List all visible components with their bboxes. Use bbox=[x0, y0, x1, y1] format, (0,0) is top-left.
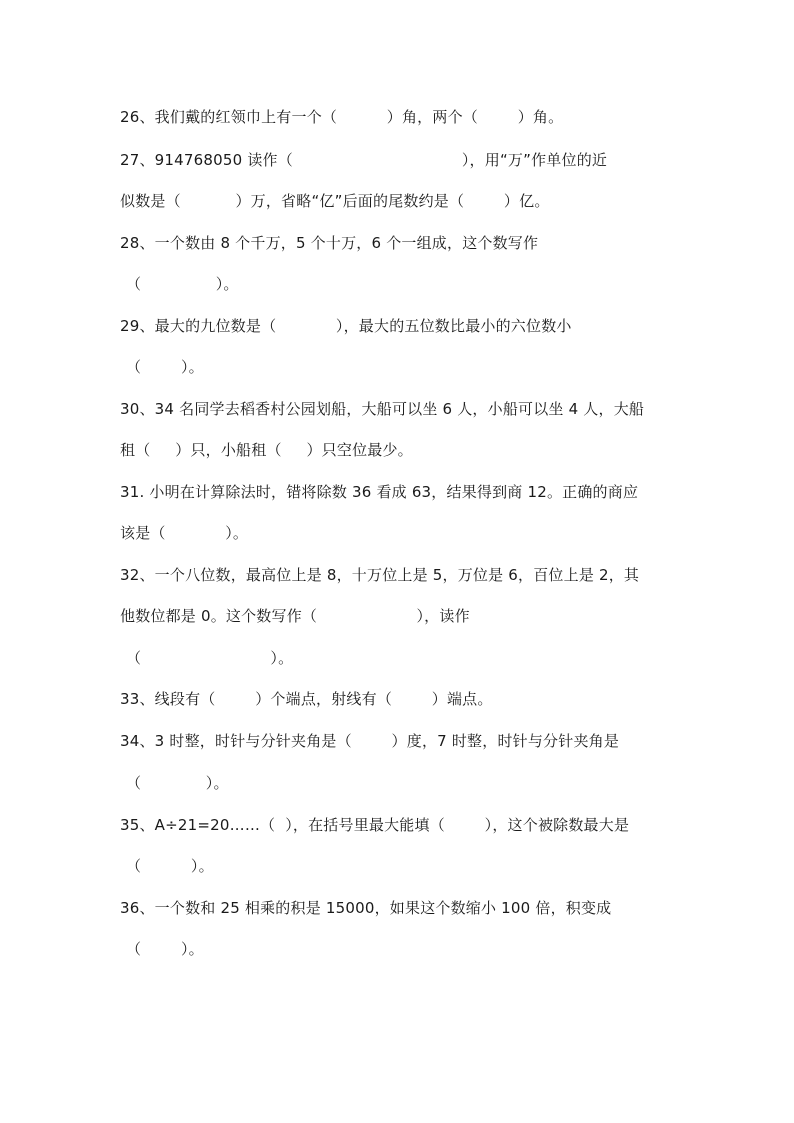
question-26-line-1: 26、我们戴的红领巾上有一个（ ）角，两个（ ）角。 bbox=[120, 108, 564, 126]
question-28-line-1: 28、一个数由 8 个千万，5 个十万，6 个一组成，这个数写作 bbox=[120, 234, 539, 252]
question-32-line-3: （ ）。 bbox=[126, 649, 294, 667]
question-31-line-2: 该是（ ）。 bbox=[120, 524, 249, 542]
question-33-line-1: 33、线段有（ ）个端点，射线有（ ）端点。 bbox=[120, 690, 493, 708]
question-29-line-2: （ ）。 bbox=[126, 358, 204, 376]
question-36-line-1: 36、一个数和 25 相乘的积是 15000，如果这个数缩小 100 倍，积变成 bbox=[120, 899, 612, 917]
question-30-line-2: 租（ ）只，小船租（ ）只空位最少。 bbox=[120, 441, 413, 459]
question-31-line-1: 31. 小明在计算除法时，错将除数 36 看成 63，结果得到商 12。正确的商应 bbox=[120, 483, 639, 501]
question-36-line-2: （ ）。 bbox=[126, 940, 204, 958]
question-30-line-1: 30、34 名同学去稻香村公园划船，大船可以坐 6 人，小船可以坐 4 人，大船 bbox=[120, 400, 645, 418]
question-32-line-1: 32、一个八位数，最高位上是 8，十万位上是 5，万位是 6，百位上是 2，其 bbox=[120, 566, 640, 584]
question-27-line-1: 27、914768050 读作（ ），用“万”作单位的近 bbox=[120, 151, 608, 169]
question-32-line-2: 他数位都是 0。这个数写作（ ），读作 bbox=[120, 607, 470, 625]
question-35-line-1: 35、A÷21=20……（ ），在括号里最大能填（ ），这个被除数最大是 bbox=[120, 816, 630, 834]
question-34-line-1: 34、3 时整，时针与分针夹角是（ ）度，7 时整，时针与分针夹角是 bbox=[120, 732, 620, 750]
question-27-line-2: 似数是（ ）万，省略“亿”后面的尾数约是（ ）亿。 bbox=[120, 192, 550, 210]
question-28-line-2: （ ）。 bbox=[126, 275, 239, 293]
question-34-line-2: （ ）。 bbox=[126, 774, 229, 792]
question-29-line-1: 29、最大的九位数是（ ），最大的五位数比最小的六位数小 bbox=[120, 317, 572, 335]
question-35-line-2: （ ）。 bbox=[126, 857, 214, 875]
